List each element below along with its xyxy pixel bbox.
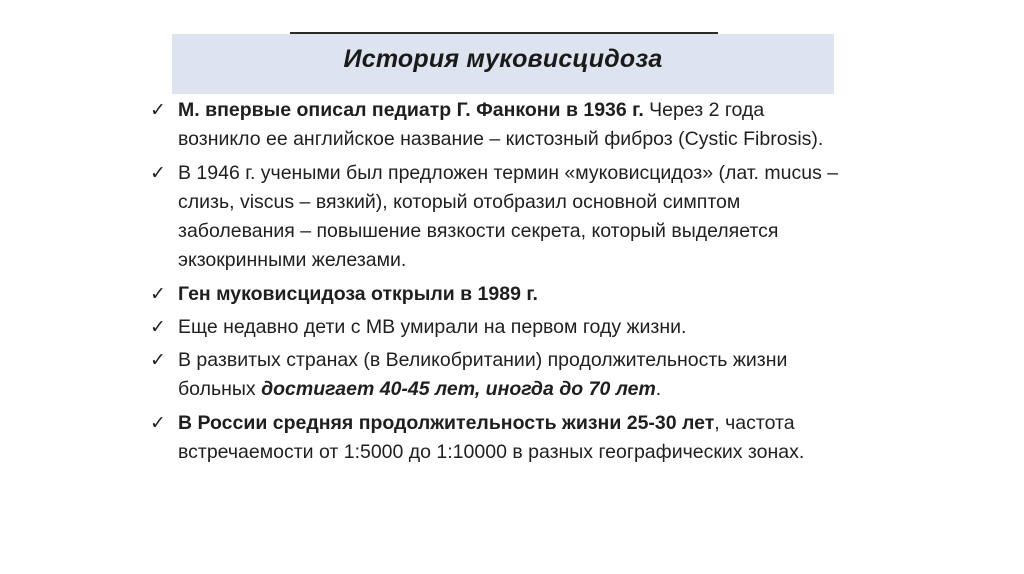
bullet-item-2 — [150, 159, 850, 275]
check-icon: ✓ — [150, 317, 166, 338]
title-band — [172, 34, 834, 94]
bullet-5-text: В развитых странах (в Великобритании) продолжительность жизни больных — [178, 349, 788, 400]
bullet-5-bold-italic: достигает 40-45 лет, иногда до 70 лет — [261, 378, 656, 400]
bullet-1-text: Через 2 года возникло ее английское название – кистозный фиброз (Cystic Fibrosis). — [178, 99, 824, 150]
bullet-6-text: , частота встречаемости от 1:5000 до 1:10000 в разных географических зонах. — [178, 412, 805, 463]
check-icon: ✓ — [150, 413, 166, 434]
bullet-5-text-end: . — [655, 378, 662, 400]
slide-title: История муковисцидоза — [343, 45, 663, 73]
check-icon: ✓ — [150, 350, 166, 371]
check-icon: ✓ — [150, 163, 166, 184]
bullet-6-bold: В России средняя продолжительность жизни 25-30 лет — [178, 412, 715, 434]
bullet-4-text: Еще недавно дети с МВ умирали на первом году жизни. — [178, 316, 687, 338]
bullet-list — [150, 96, 850, 472]
bullet-3-bold: Ген муковисцидоза открыли в 1989 г. — [178, 283, 538, 305]
check-icon: ✓ — [150, 100, 166, 121]
bullet-item-6 — [150, 409, 850, 467]
bullet-item-4 — [150, 313, 850, 342]
bullet-item-5 — [150, 346, 850, 404]
check-icon: ✓ — [150, 284, 166, 305]
bullet-item-3 — [150, 280, 850, 309]
bullet-2-text: В 1946 г. учеными был предложен термин «муковисцидоз» (лат. mucus – слизь, viscus – вязкий), который отобразил основной симптом заболевания – повышение вязкости секрета, который выделяется экзокринными железами. — [178, 162, 839, 271]
bullet-1-bold: М. впервые описал педиатр Г. Фанкони в 1936 г. — [178, 99, 644, 121]
bullet-item-1 — [150, 96, 850, 154]
